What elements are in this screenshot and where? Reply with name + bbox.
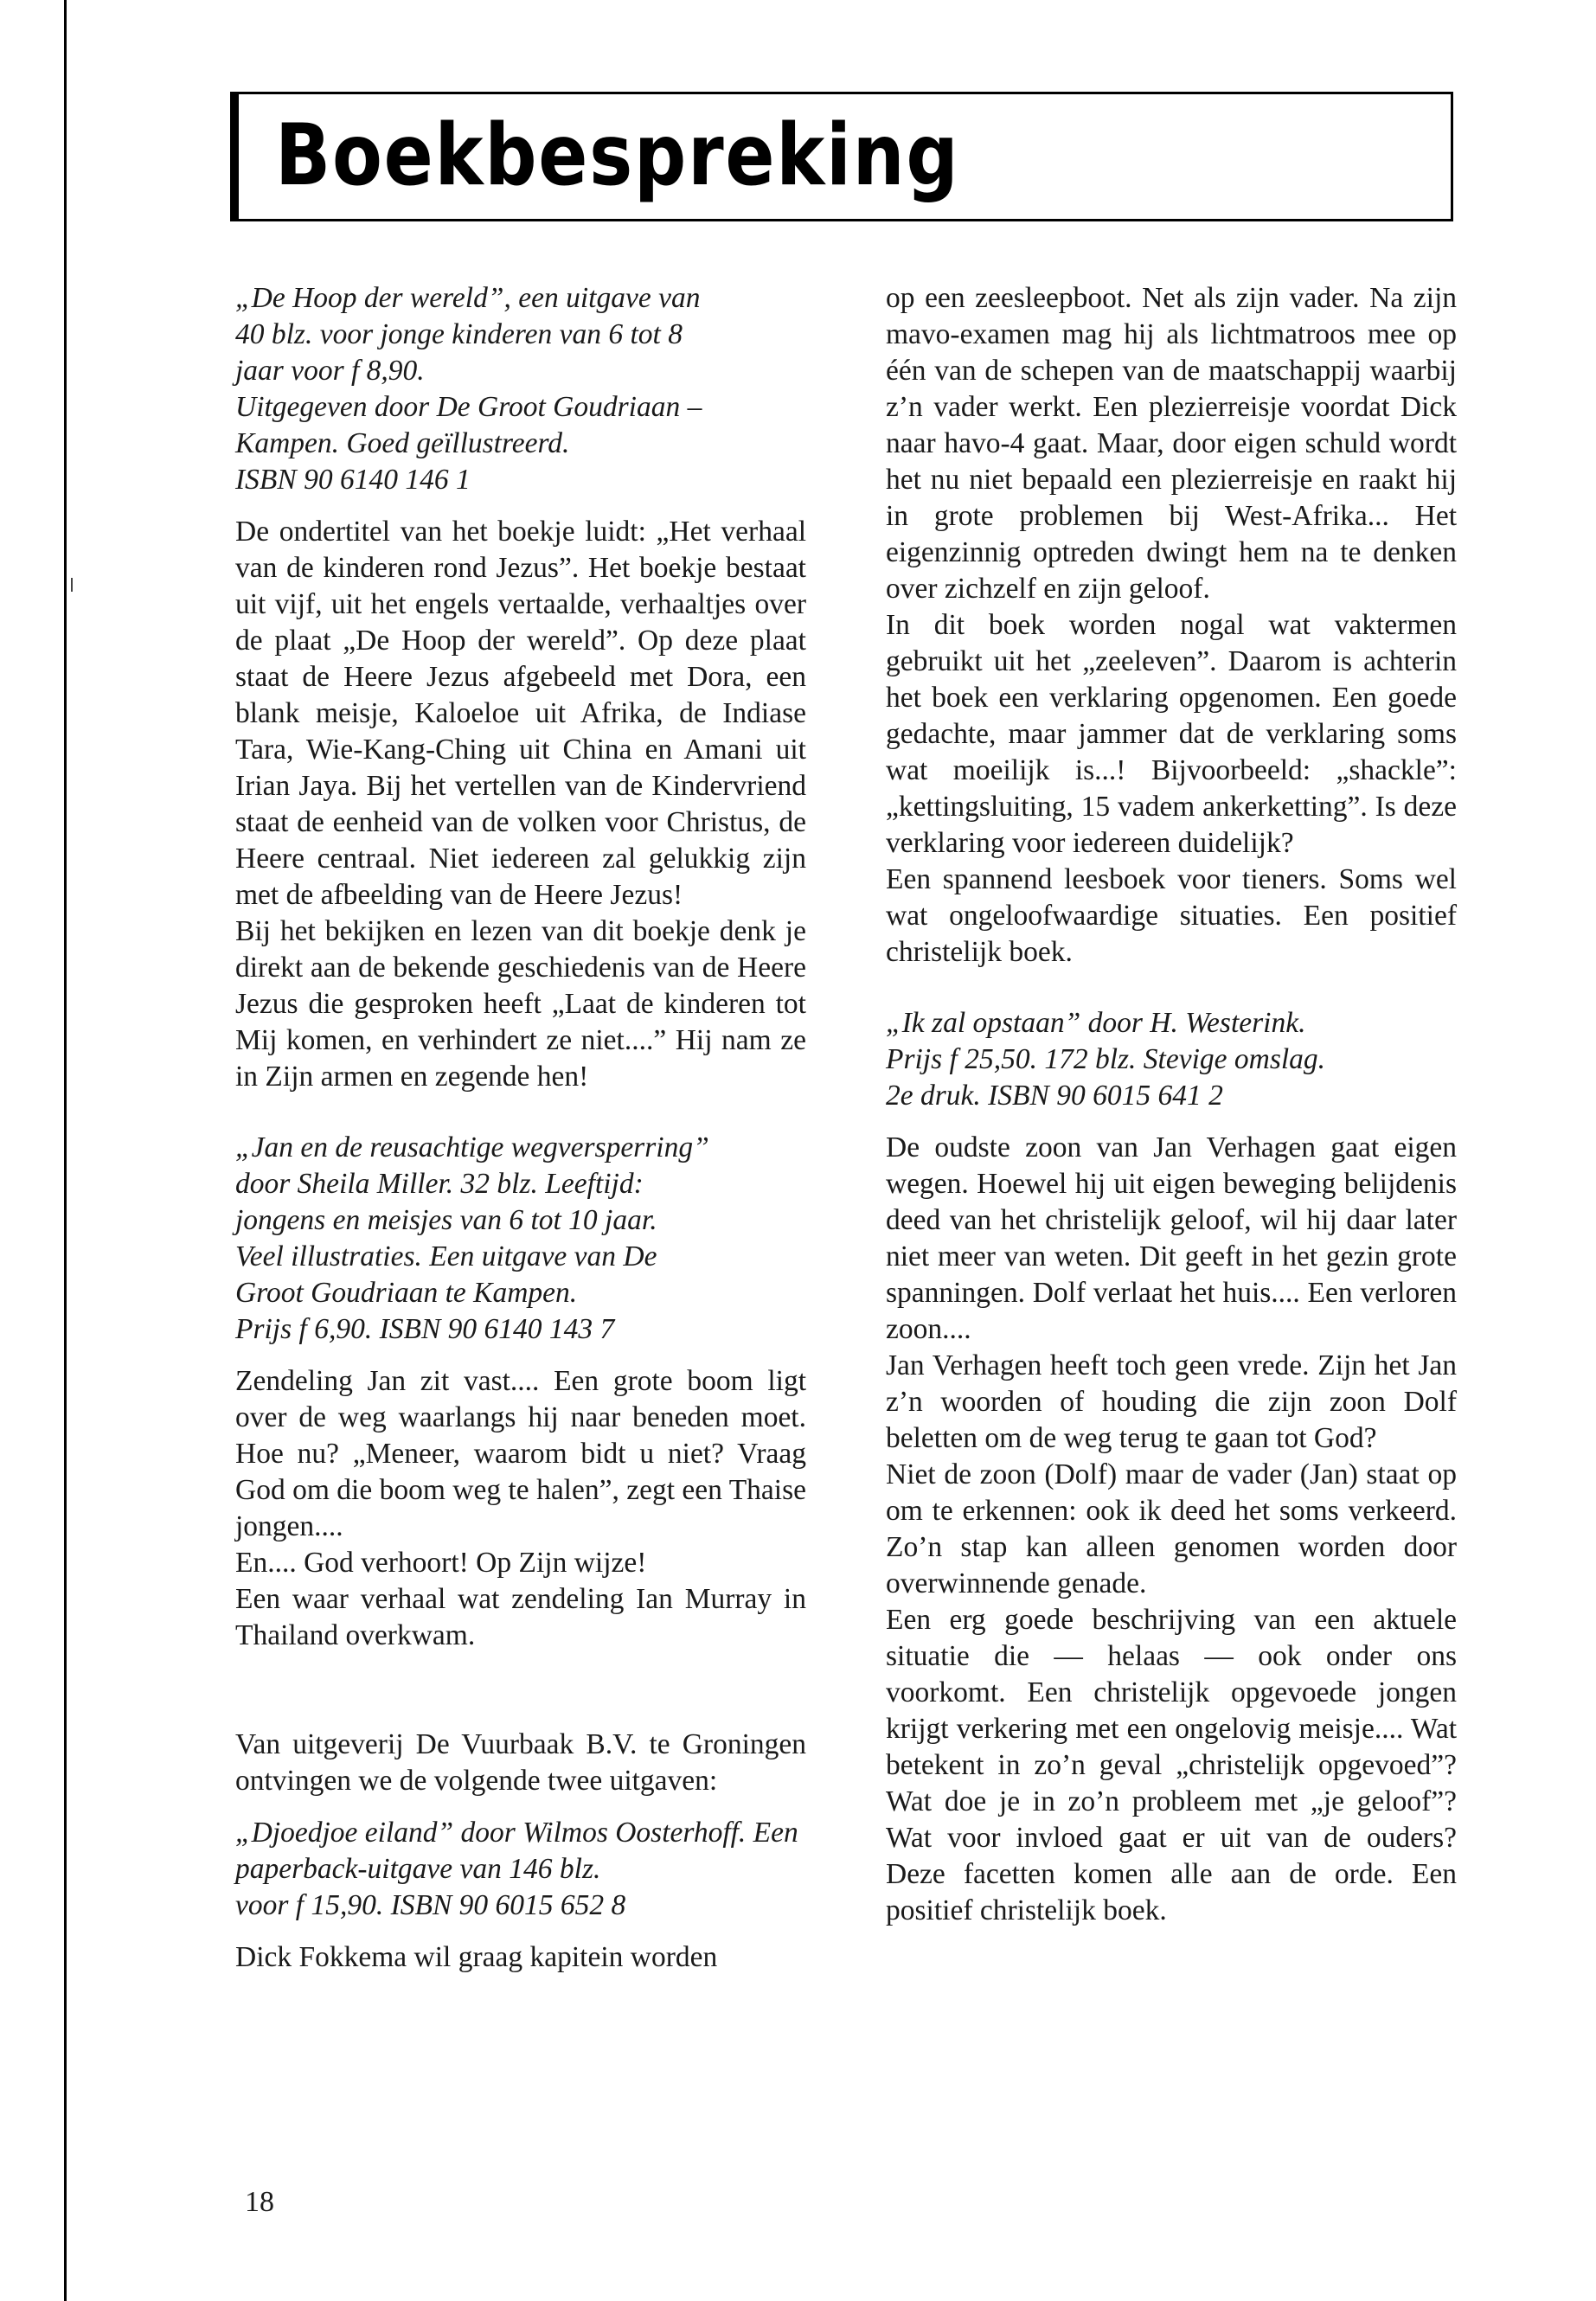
review-4-info-line: „Ik zal opstaan” door H. Westerink. — [886, 1007, 1306, 1039]
review-2-info-line: Prijs f 6,90. ISBN 90 6140 143 7 — [235, 1313, 615, 1345]
review-1-info-line: jaar voor f 8,90. — [235, 355, 425, 387]
header-box-accent — [230, 92, 239, 221]
review-2-info-line: Veel illustraties. Een uitgave van De — [235, 1240, 657, 1272]
review-3-info-line: „Djoedjoe eiland” door Wilmos Oosterhoff. Een paperback-uitgave van 146 blz. — [235, 1817, 798, 1885]
review-3-body: op een zeesleepboot. Net als zijn vader. Na zijn mavo-examen mag hij als lichtmatroos mee op één van de schepen van de maatschappij waarbij z’n vader werkt. Een plezierreisje voordat Dick naar havo-4 gaat. Maar, door eigen schuld wordt het nu niet bepaald een plezierreisje en raakt hij in grote problemen bij West-Afrika... Het eigenzinnig optreden dwingt hem na te denken over zichzelf en zijn geloof. — [886, 282, 1457, 605]
review-1-info-line: Kampen. Goed geïllustreerd. — [235, 427, 570, 459]
review-4-body: Jan Verhagen heeft toch geen vrede. Zijn het Jan z’n woorden of houding die zijn zoon Dolf beletten om de weg terug te gaan tot God? — [886, 1349, 1457, 1454]
review-2-info — [235, 1130, 806, 1348]
review-4-info-line: 2e druk. ISBN 90 6015 641 2 — [886, 1080, 1223, 1112]
review-3-body: Een spannend leesboek voor tieners. Soms wel wat ongeloofwaardige situaties. Een positief christelijk boek. — [886, 863, 1457, 968]
review-1-body: De ondertitel van het boekje luidt: „Het verhaal van de kinderen rond Jezus”. Het boekje bestaat uit vijf, uit het engels vertaalde, verhaaltjes over de plaat „De Hoop der wereld”. Op deze plaat staat de Heere Jezus afgebeeld met Dora, een blank meisje, Kaloeloe uit Afrika, de Indiase Tara, Wie-Kang-Ching uit China en Amani uit Irian Jaya. Bij het vertellen van de Kindervriend staat de eenheid van de volken voor Christus, de Heere centraal. Niet iedereen zal gelukkig zijn met de afbeelding van de Heere Jezus! — [235, 516, 806, 911]
review-1-info-line: „De Hoop der wereld”, een uitgave van — [235, 282, 701, 314]
review-3-info-line: voor f 15,90. ISBN 90 6015 652 8 — [235, 1889, 626, 1921]
review-1-body: Bij het bekijken en lezen van dit boekje denk je direkt aan de bekende geschiedenis van de Heere Jezus die gesproken heeft „Laat de kinderen tot Mij komen, en verhindert ze niet....” Hij nam ze in Zijn armen en zegende hen! — [235, 915, 806, 1093]
review-3-body-start: Dick Fokkema wil graag kapitein worden — [235, 1941, 718, 1973]
review-2-info-line: door Sheila Miller. 32 blz. Leeftijd: — [235, 1168, 644, 1200]
page-title: Boekbespreking — [275, 106, 960, 205]
left-column — [235, 280, 806, 1976]
review-4-info-line: Prijs f 25,50. 172 blz. Stevige omslag. — [886, 1043, 1326, 1075]
right-column — [886, 280, 1457, 1929]
review-3-body: In dit boek worden nogal wat vaktermen gebruikt uit het „zeeleven”. Daarom is achterin het boek een verklaring opgenomen. Een goede gedachte, maar jammer dat de verklaring soms wat moeilijk is...! Bijvoorbeeld: „shackle”: „kettingsluiting, 15 vadem ankerketting”. Is deze verklaring voor iedereen duidelijk? — [886, 609, 1457, 859]
scan-mark — [71, 578, 73, 592]
review-4-body: De oudste zoon van Jan Verhagen gaat eigen wegen. Hoewel hij uit eigen beweging belijdenis deed van het christelijk geloof, wil hij daar later niet meer van weten. Dit geeft in het gezin grote spanningen. Dolf verlaat het huis.... Een verloren zoon.... — [886, 1131, 1457, 1345]
review-2-info-line: „Jan en de reusachtige wegversperring” — [235, 1131, 709, 1163]
review-2-info-line: jongens en meisjes van 6 tot 10 jaar. — [235, 1204, 657, 1236]
review-2-body: Een waar verhaal wat zendeling Ian Murray in Thailand overkwam. — [235, 1583, 806, 1651]
review-2-body: Zendeling Jan zit vast.... Een grote boom ligt over de weg waarlangs hij naar beneden moet. Hoe nu? „Meneer, waarom bidt u niet? Vraag God om die boom weg te halen”, zegt een Thaise jongen.... — [235, 1365, 806, 1542]
publisher-intro: Van uitgeverij De Vuurbaak B.V. te Groningen ontvingen we de volgende twee uitgaven: — [235, 1728, 806, 1797]
review-3-info — [235, 1815, 806, 1924]
review-1-info — [235, 280, 806, 498]
review-2-info-line: Groot Goudriaan te Kampen. — [235, 1277, 578, 1309]
review-1-info-line: 40 blz. voor jonge kinderen van 6 tot 8 — [235, 318, 683, 350]
review-4-body: Een erg goede beschrijving van een aktuele situatie die — helaas — ook onder ons voorkomt. Een christelijk opgevoede jongen krijgt verkering met een ongelovig meisje.... Wat betekent in zo’n geval „christelijk opgevoed”? Wat doe je in zo’n probleem met „je geloof”? Wat voor invloed gaat er uit van de ouders? Deze facetten komen alle aan de orde. Een positief christelijk boek. — [886, 1604, 1457, 1926]
page-number: 18 — [245, 2186, 274, 2218]
review-2-body: En.... God verhoort! Op Zijn wijze! — [235, 1547, 647, 1579]
review-4-info — [886, 1005, 1457, 1114]
binding-edge-line — [64, 0, 67, 2301]
review-1-info-line: ISBN 90 6140 146 1 — [235, 464, 471, 496]
review-4-body: Niet de zoon (Dolf) maar de vader (Jan) staat op om te erkennen: ook ik deed het soms verkeerd. Zo’n stap kan alleen genomen worden door overwinnende genade. — [886, 1458, 1457, 1599]
review-1-info-line: Uitgegeven door De Groot Goudriaan – — [235, 391, 702, 423]
